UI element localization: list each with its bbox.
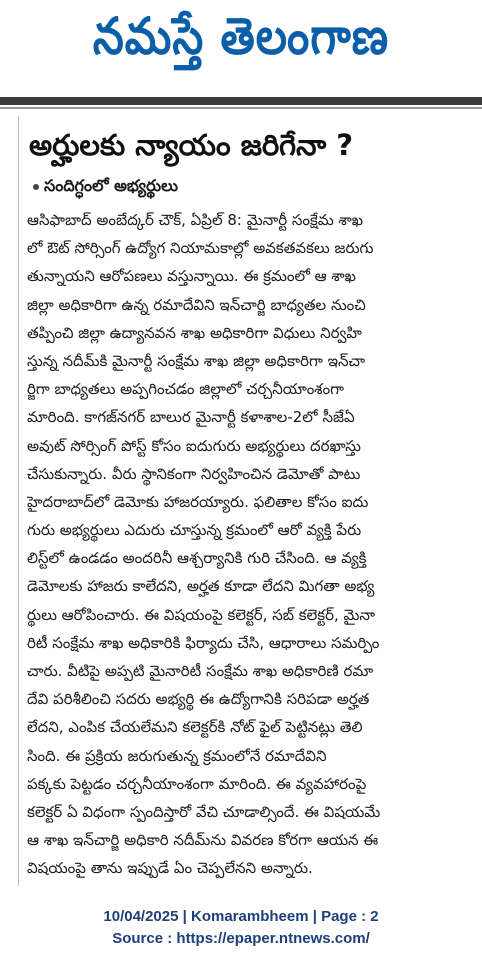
body-line: హైదరాబాద్‌లో డెమోకు హాజరయ్యారు. ఫలితాల కోసం ఐదు [27,492,369,511]
body-line: ర్థులు ఆరోపించారు. ఈ విషయంపై కలెక్టర్, సబ్ కలెక్టర్, మైనా [27,605,375,624]
masthead-title: నమస్తే తెలంగాణ [92,7,390,66]
article-body [27,206,469,883]
body-line: పక్కకు పెట్టడం చర్చనీయాంశంగా మారింది. ఈ వ్యవహారంపై [27,774,367,793]
body-line: మారింది. కాగజ్‌నగర్ బాలుర మైనార్టీ కళాశాల-2లో సీజేఏ [27,408,355,427]
news-article [18,116,471,886]
masthead-rule [0,97,482,105]
body-line: డెమోలకు హాజరు కాలేదని, అర్హత కూడా లేదని మిగతా అభ్య [27,577,375,596]
newspaper-masthead [0,0,482,86]
body-line: జిల్లా అధికారిగా ఉన్న రమాదేవిని ఇన్‌చార్జి బాధ్యతల నుంచి [27,295,366,314]
body-line: లేదని, ఎంపిక చేయలేమని కలెక్టర్‌కి నోట్ ఫైల్ పెట్టినట్లు తెలి [27,718,363,737]
body-line: తున్నాయని ఆరోపణలు వస్తున్నాయి. ఈ క్రమంలో ఆ శాఖ [27,267,356,286]
page-footer [0,906,482,950]
article-kicker [33,176,178,199]
body-line: చారు. వీటిపై అప్పటి మైనారిటీ సంక్షేమ శాఖ అధికారిణి రమా [27,662,374,680]
footer-source: Source : https://epaper.ntnews.com/ [112,930,370,947]
body-line: గురు అభ్యర్థులు ఎదురు చూస్తున్న క్రమంలో ఆరో వ్యక్తి పేరు [27,521,362,540]
body-line: ఆసిఫాబాద్ అంబేద్కర్ చౌక్, ఏప్రిల్ 8: మైనార్టీ సంక్షేమ శాఖ [27,211,364,229]
body-line: లో ఔట్ సోర్సింగ్ ఉద్యోగ నియామకాల్లో అవకతవకలు జరుగు [27,239,374,258]
body-line: స్తున్న నదీమ్‌కి మైనార్టీ సంక్షేమ శాఖ జిల్లా అధికారిగా ఇన్‌చా [27,351,366,370]
next-article-headline-cropped [27,876,467,888]
body-line: దేవి పరిశీలించి సదరు అభ్యర్థి ఈ ఉద్యోగానికి సరిపడా అర్హత [27,690,370,709]
masthead-rule-thin [0,107,482,109]
article-headline: అర్హులకు న్యాయం జరిగేనా ? [29,128,354,162]
body-line: లిస్ట్‌లో ఉండడం అందరినీ ఆశ్చర్యానికి గురి చేసింది. ఆ వ్యక్తి [27,549,367,568]
body-line: తప్పించి జిల్లా ఉద్యానవన శాఖ అధికారిగా విధులు నిర్వహి [27,323,362,342]
body-line: రిటీ సంక్షేమ శాఖ అధికారికి ఫిర్యాదు చేసి, ఆధారాలు సమర్పిం [27,633,380,652]
body-line: చేసుకున్నారు. వీరు స్థానికంగా నిర్వహించిన డెమోతో పాటు [27,464,361,483]
body-line: కలెక్టర్ ఏ విధంగా స్పందిస్తారో వేచి చూడాల్సిందే. ఈ విషయమే [27,802,381,821]
kicker-text: సందిగ్ధంలో అభ్యర్థులు [44,176,178,195]
bullet-icon [33,184,39,190]
body-line: ఆ శాఖ ఇన్‌చార్జి అధికారి నదీమ్‌ను వివరణ కోరగా ఆయన ఈ [27,831,379,850]
body-line: ర్జిగా బాధ్యతలు అప్పగించడం జిల్లాలో చర్చనీయాంశంగా [27,380,344,399]
body-line: విషయంపై తాను ఇప్పుడే ఏం చెప్పలేనని అన్నారు. [27,859,313,878]
footer-date-edition: 10/04/2025 | Komarambheem | Page : 2 [103,908,379,925]
body-line: అవుట్ సోర్సింగ్ పోస్ట్ కోసం ఐదుగురు అభ్యర్థులు దరఖాస్తు [27,436,361,455]
body-line: సింది. ఈ ప్రక్రియ జరుగుతున్న క్రమంలోనే రమాదేవిని [27,746,327,765]
